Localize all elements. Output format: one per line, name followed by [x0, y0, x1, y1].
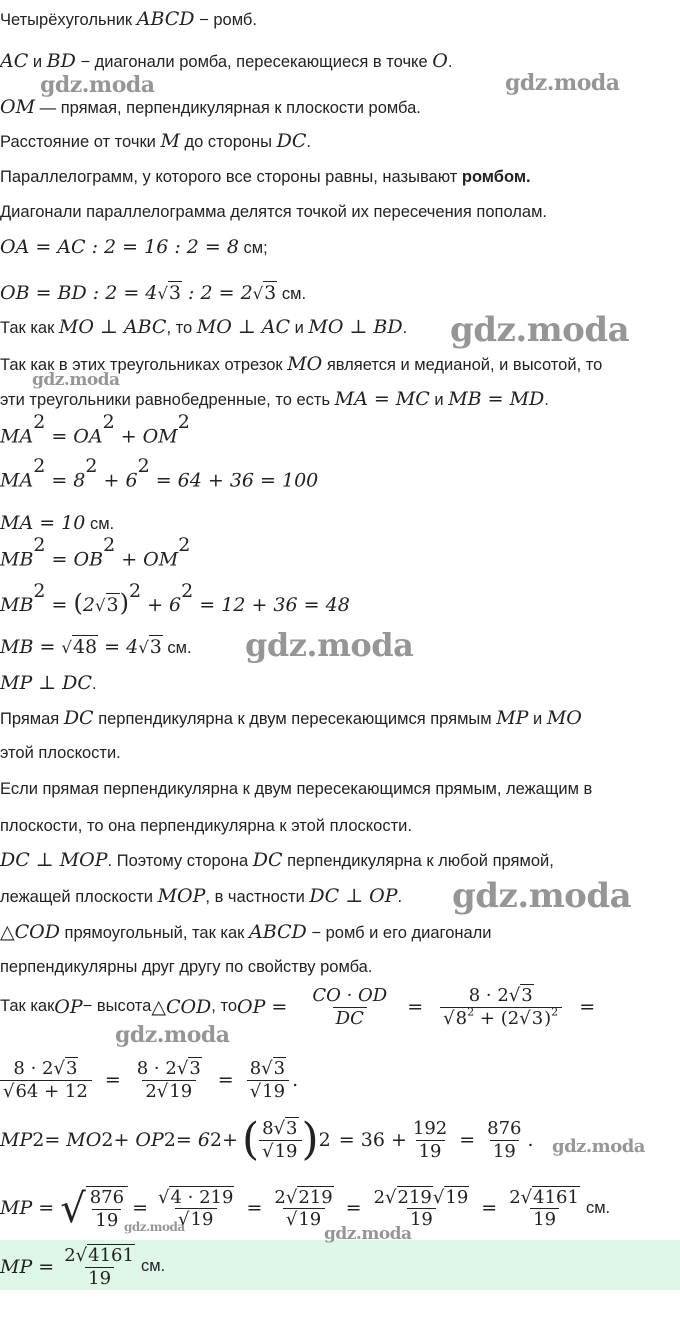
sqrt-sign: √ [94, 596, 106, 615]
text: . [91, 675, 97, 693]
line-25 [0, 921, 492, 944]
radicand: 4 · 219 [170, 1186, 234, 1208]
math: OB = BD : 2 = 4 [0, 282, 158, 304]
period: . [527, 1128, 534, 1151]
math: DC ⊥ OP [309, 885, 398, 907]
sqrt-sign: √ [157, 284, 168, 303]
radicand: 4161 [533, 1186, 579, 1208]
line-27 [0, 985, 595, 1029]
radicand: 48 [72, 636, 98, 658]
text: Параллелограмм, у которого все стороны равны, называют [0, 168, 462, 186]
sqrt-sign: √ [262, 1140, 274, 1162]
line-14 [0, 512, 114, 535]
text: лежащей плоскости [0, 888, 158, 906]
sqrt-sign: √ [249, 1080, 262, 1102]
text: этой плоскости. [0, 744, 121, 762]
text: − ромб и его диагонали [306, 924, 492, 942]
math: MB [0, 594, 34, 616]
radicand: 19 [262, 1080, 286, 1102]
fraction [309, 985, 390, 1029]
denominator: 19 [92, 1209, 121, 1232]
numerator [271, 1187, 336, 1209]
radicand: 3 [521, 985, 533, 1006]
text: см. [277, 285, 307, 303]
math: = 36 + [338, 1128, 407, 1151]
fraction [247, 1058, 289, 1102]
text: перпендикулярна к двум пересекающимся прямым [93, 710, 497, 728]
text: − высота [82, 997, 152, 1016]
text: Так как [0, 997, 55, 1016]
text: , в частности [205, 888, 310, 906]
text: и [429, 391, 449, 409]
math: OA = AC : 2 = 16 : 2 = 8 [0, 236, 239, 258]
answer-line [0, 1245, 165, 1289]
math: = 8 [45, 469, 86, 492]
watermark: gdz.moda [40, 72, 155, 98]
line-30 [0, 1186, 610, 1231]
exponent: 2 [102, 411, 115, 433]
math: MO ⊥ ABC [58, 316, 167, 338]
math: M [160, 130, 180, 152]
equals: = [481, 1197, 498, 1220]
fraction [0, 1058, 92, 1102]
text: и [290, 319, 309, 337]
text: см. [585, 1198, 611, 1217]
math: + [222, 1128, 238, 1151]
text: − диагонали ромба, пересекающиеся в точке [75, 53, 433, 71]
sqrt-sign: √ [252, 284, 264, 303]
exponent: 2 [33, 579, 46, 602]
equals: = [217, 1068, 234, 1091]
denominator [0, 1080, 92, 1103]
line-15 [0, 534, 191, 571]
math: + OM [114, 425, 178, 448]
line-17 [0, 636, 192, 659]
sqrt-sign: √ [385, 1186, 397, 1208]
text: и [28, 53, 47, 71]
exponent: 2 [137, 455, 150, 477]
watermark: gdz.moda [32, 370, 120, 390]
math: △COD [151, 995, 212, 1018]
sqrt-sign: √ [519, 1007, 531, 1029]
math: = MO [44, 1128, 102, 1151]
math: = OA [45, 425, 103, 448]
den-text: 8 [455, 1007, 468, 1029]
line-5 [0, 168, 531, 188]
sqrt-sign: √ [285, 1209, 298, 1231]
watermark: gdz.moda [552, 1136, 645, 1157]
radicand: 3 [189, 1058, 201, 1079]
sqrt-sign: √ [432, 1186, 445, 1208]
line-20 [0, 744, 121, 764]
math: = OB [45, 548, 104, 571]
text: — прямая, перпендикулярная к плоскости ромба. [35, 99, 421, 117]
radicand: 3 [286, 1118, 298, 1139]
num-text: 2 [373, 1186, 386, 1208]
numerator [247, 1058, 289, 1080]
math: DC ⊥ MOP [0, 849, 108, 871]
math: MP [496, 707, 529, 729]
math: MO ⊥ AC [196, 316, 291, 338]
line-21 [0, 780, 592, 800]
paren: ( [73, 589, 83, 617]
line-2 [0, 50, 452, 73]
sqrt-sign: √ [3, 1080, 15, 1102]
text: . [447, 53, 453, 71]
numerator [10, 1058, 81, 1080]
numerator [466, 985, 537, 1007]
radicand: 4161 [88, 1245, 134, 1266]
text: Если прямая перпендикулярна к двум пересекающимся прямым, лежащим в [0, 780, 593, 798]
math: MO [287, 353, 323, 375]
text: и [528, 710, 547, 728]
numerator: 876 [487, 1118, 522, 1139]
radicand [455, 1007, 560, 1029]
math: = 6 [175, 1128, 210, 1151]
math: DC [63, 707, 94, 729]
math: = [45, 594, 74, 616]
text: , то [211, 997, 238, 1016]
sqrt-sign: √ [176, 1058, 189, 1079]
exponent: 2 [33, 411, 46, 433]
watermark: gdz.moda [115, 1022, 230, 1048]
fraction [484, 1118, 524, 1162]
denominator [142, 1080, 196, 1103]
equals: = [407, 995, 424, 1018]
math: DC [252, 849, 283, 871]
line-12 [0, 411, 190, 448]
text: является и медианой, и высотой, то [322, 356, 603, 374]
exponent: 2 [85, 455, 98, 477]
line-1 [0, 8, 257, 31]
fraction [259, 1118, 301, 1162]
equals: = [345, 1197, 362, 1220]
den-text: ) [544, 1007, 552, 1029]
bold-term: ромбом. [461, 168, 531, 186]
sqrt-sign: √ [178, 1209, 190, 1231]
watermark: gdz.moda [245, 626, 414, 664]
sqrt-sign: √ [273, 1118, 286, 1139]
math: MP ⊥ DC [0, 672, 92, 694]
sqrt-sign: √ [508, 985, 521, 1006]
radicand: 3 [149, 636, 162, 658]
num-text: 8 · 2 [468, 985, 509, 1006]
radicand: 219 [298, 1186, 333, 1208]
line-23 [0, 849, 554, 872]
text: до стороны [179, 133, 277, 151]
equals: = [104, 1068, 121, 1091]
math: OM [0, 96, 36, 118]
text: эти треугольники равнобедренные, то есть [0, 391, 335, 409]
text: перпендикулярны друг другу по свойству ромба. [0, 958, 373, 976]
text: прямоугольный, так как [59, 924, 249, 942]
equals: = [246, 1197, 263, 1220]
radicand: 219 [397, 1186, 432, 1208]
line-7 [0, 236, 268, 259]
text: . [544, 391, 549, 409]
radicand: 3 [65, 1058, 78, 1079]
exponent: 2 [467, 1005, 475, 1019]
denominator [247, 1080, 289, 1103]
sqrt-sign: √ [53, 1058, 65, 1079]
exponent: 2 [128, 579, 142, 602]
math: = 4 [98, 636, 139, 658]
text: , то [166, 319, 197, 337]
num-text: 8 [249, 1058, 262, 1079]
num-text: 2 [64, 1245, 76, 1266]
num-text: 2 [274, 1186, 286, 1208]
line-29: MP 2 = MO 2 + OP 2 = 6 2 + ( $\frac{8√3}{√19}$ ) 2 = 36 + $\frac{192}{19}$ = $\frac{876}{19}$ . [0, 1114, 534, 1166]
line-18 [0, 672, 97, 695]
radicand: 3 [264, 282, 277, 304]
math: + OM [115, 548, 179, 571]
denominator: 19 [530, 1208, 559, 1231]
line-19 [0, 707, 582, 730]
text: − ромб. [194, 11, 257, 29]
radicand: 3 [168, 282, 181, 304]
watermark: gdz.moda [324, 1224, 412, 1244]
line-6 [0, 203, 547, 223]
numerator: 192 [412, 1118, 448, 1139]
math: OP = [237, 995, 288, 1018]
math: MO [546, 707, 582, 729]
radicand: 3 [531, 1007, 544, 1029]
exponent: 2 [178, 534, 191, 556]
radicand: 19 [190, 1209, 214, 1231]
text: Так как в этих треугольниках отрезок [0, 356, 288, 374]
math: MO ⊥ BD [308, 316, 403, 338]
math: DC [276, 130, 307, 152]
watermark: gdz.moda [505, 70, 620, 96]
numerator [506, 1187, 583, 1209]
math: + 6 [97, 469, 138, 492]
math: MB = MD [448, 388, 545, 410]
numerator [371, 1187, 473, 1209]
radicand: 3 [273, 1058, 286, 1079]
line-28 [0, 1058, 298, 1102]
radicand: 3 [106, 594, 119, 616]
radicand: 19 [298, 1209, 322, 1231]
exponent: 2 [177, 411, 190, 433]
watermark: gdz.moda [452, 876, 632, 916]
math: + OP [113, 1128, 164, 1151]
line-3 [0, 96, 421, 119]
period: . [292, 1068, 299, 1091]
math: MA = 10 [0, 512, 86, 534]
math: ABCD [248, 921, 307, 943]
exponent: 2 [33, 455, 46, 477]
equals: = [132, 1197, 148, 1220]
denominator [283, 1208, 325, 1231]
denominator: 19 [416, 1140, 445, 1163]
math: BD [46, 50, 76, 72]
watermark: gdz.moda [124, 1220, 185, 1234]
radicand: 19 [169, 1080, 193, 1102]
fraction [86, 1186, 128, 1231]
math: O [432, 50, 448, 72]
line-22 [0, 817, 412, 837]
denominator: 19 [490, 1140, 519, 1163]
text: см. [140, 1257, 166, 1276]
radicand: 19 [274, 1140, 298, 1162]
denominator [440, 1007, 562, 1030]
sqrt-sign: √ [261, 1058, 273, 1079]
num-text: 8 · 2 [136, 1058, 177, 1079]
radicand: 64 + 12 [15, 1080, 88, 1102]
math: MA [0, 425, 34, 448]
math: + 6 [141, 594, 182, 616]
line-9 [0, 316, 407, 339]
numerator: CO · OD [312, 985, 388, 1006]
text: Прямая [0, 710, 64, 728]
den-text: + (2 [474, 1007, 520, 1029]
sqrt-sign: √ [60, 1185, 86, 1232]
exponent: 2 [181, 579, 194, 602]
line-16 [0, 579, 350, 618]
text: . [397, 888, 403, 906]
math: MOP [157, 885, 206, 907]
sqrt-sign: √ [520, 1186, 533, 1208]
math: MA = MC [334, 388, 430, 410]
text: перпендикулярна к любой прямой, [282, 852, 554, 870]
math: MP = [0, 1255, 55, 1278]
denominator: DC [333, 1007, 367, 1030]
math: MB = [0, 636, 62, 658]
math: △COD [0, 921, 60, 943]
math: MA [0, 469, 34, 492]
math: = 12 + 36 = 48 [193, 594, 350, 616]
num-text: 8 · 2 [13, 1058, 54, 1079]
math: = 64 + 36 = 100 [149, 469, 319, 492]
text: . Поэтому сторона [107, 852, 253, 870]
math: ABCD [136, 8, 195, 30]
math: MP [0, 1128, 33, 1151]
denominator [259, 1140, 301, 1163]
den-text: 2 [145, 1080, 157, 1102]
watermark: gdz.moda [450, 310, 630, 350]
sqrt-sign: √ [157, 1186, 170, 1208]
num-text: 8 [262, 1118, 274, 1139]
math: : 2 = 2 [182, 282, 253, 304]
text: Диагонали параллелограмма делятся точкой их пересечения пополам. [0, 203, 548, 221]
exponent: 2 [551, 1005, 559, 1019]
line-11 [0, 388, 549, 411]
fraction [440, 985, 562, 1029]
denominator: 19 [85, 1267, 114, 1290]
line-26 [0, 958, 372, 978]
left-paren: ( [241, 1114, 260, 1166]
num-text: 2 [509, 1186, 521, 1208]
denominator: 19 [407, 1208, 436, 1231]
sqrt-sign: √ [443, 1007, 455, 1029]
line-13 [0, 455, 319, 492]
text: . [306, 133, 311, 151]
numerator: 876 [89, 1187, 125, 1208]
sqrt-sign: √ [285, 1186, 298, 1208]
text: Так как [0, 319, 59, 337]
sqrt-sign: √ [156, 1080, 169, 1102]
math: MB [0, 548, 34, 571]
line-24 [0, 885, 402, 908]
fraction [134, 1058, 205, 1102]
fraction [410, 1118, 450, 1162]
text: плоскости, то она перпендикулярна к этой плоскости. [0, 817, 412, 835]
right-paren: ) [301, 1114, 319, 1166]
text: Четырёхугольник [0, 11, 137, 29]
math: MP = [0, 1197, 55, 1220]
equals: = [459, 1128, 476, 1151]
text: см. [162, 639, 192, 657]
line-4 [0, 130, 311, 153]
text: . [402, 319, 408, 337]
radicand: 19 [445, 1186, 469, 1208]
math: 2 [82, 594, 95, 616]
numerator [134, 1058, 205, 1080]
sqrt-sign: √ [61, 638, 72, 657]
numerator [155, 1187, 237, 1209]
fraction [506, 1187, 583, 1231]
text: см. [85, 515, 115, 533]
text: см; [238, 239, 268, 257]
equals: = [579, 995, 596, 1018]
math: AC [0, 50, 29, 72]
text: Расстояние от точки [0, 133, 161, 151]
math: OP [54, 995, 83, 1018]
numerator [259, 1118, 301, 1140]
fraction [61, 1245, 138, 1289]
exponent: 2 [103, 534, 116, 556]
paren: ) [119, 589, 129, 617]
sqrt-sign: √ [138, 638, 149, 657]
numerator [61, 1245, 138, 1267]
line-8 [0, 282, 306, 305]
exponent: 2 [33, 534, 46, 556]
sqrt-sign: √ [75, 1245, 88, 1266]
